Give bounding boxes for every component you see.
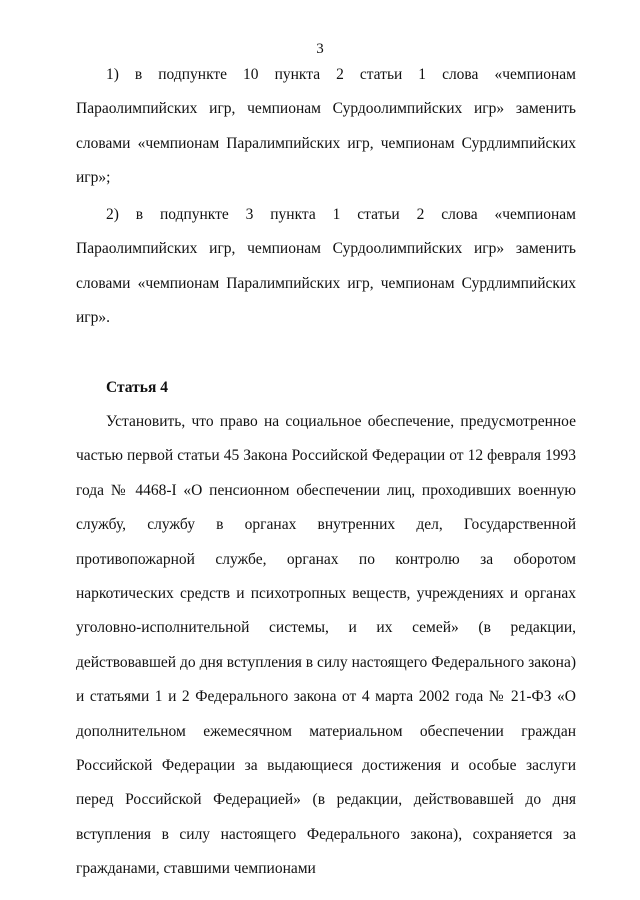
amendment-item-1: 1) в подпункте 10 пункта 2 статьи 1 слова «чемпионам Параолимпийских игр, чемпионам Сурдоолимпийских игр» заменить словами «чемпионам Паралимпийских игр, чемпионам Сурдлимпийских игр»; [76,66,576,187]
amendment-item-2: 2) в подпункте 3 пункта 1 статьи 2 слова «чемпионам Параолимпийских игр, чемпионам Сурдоолимпийских игр» заменить словами «чемпионам Паралимпийских игр, чемпионам Сурдлимпийских игр». [76,206,576,327]
article-4-heading: Статья 4 [106,379,168,396]
page-number: 3 [316,41,324,57]
article-4-body: Установить, что право на социальное обеспечение, предусмотренное частью первой статьи 45 Закона Российской Федерации от 12 февраля 1993 года № 4468-I «О пенсионном обеспечении лиц, проходивших военную службу, службу в органах внутренних дел, Государственной противопожарной службе, органах по контролю за оборотом наркотических средств и психотропных веществ, учреждениях и органах уголовно-исполнительной системы, и их семей» (в редакции, действовавшей до дня вступления в силу настоящего Федерального закона) и статьями 1 и 2 Федерального закона от 4 марта 2002 года № 21-ФЗ «О дополнительном ежемесячном материальном обеспечении граждан Российской Федерации за выдающиеся достижения и особые заслуги перед Российской Федерацией» (в редакции, действовавшей до дня вступления в силу настоящего Федерального закона), сохраняется за гражданами, ставшими чемпионами [76,413,576,878]
